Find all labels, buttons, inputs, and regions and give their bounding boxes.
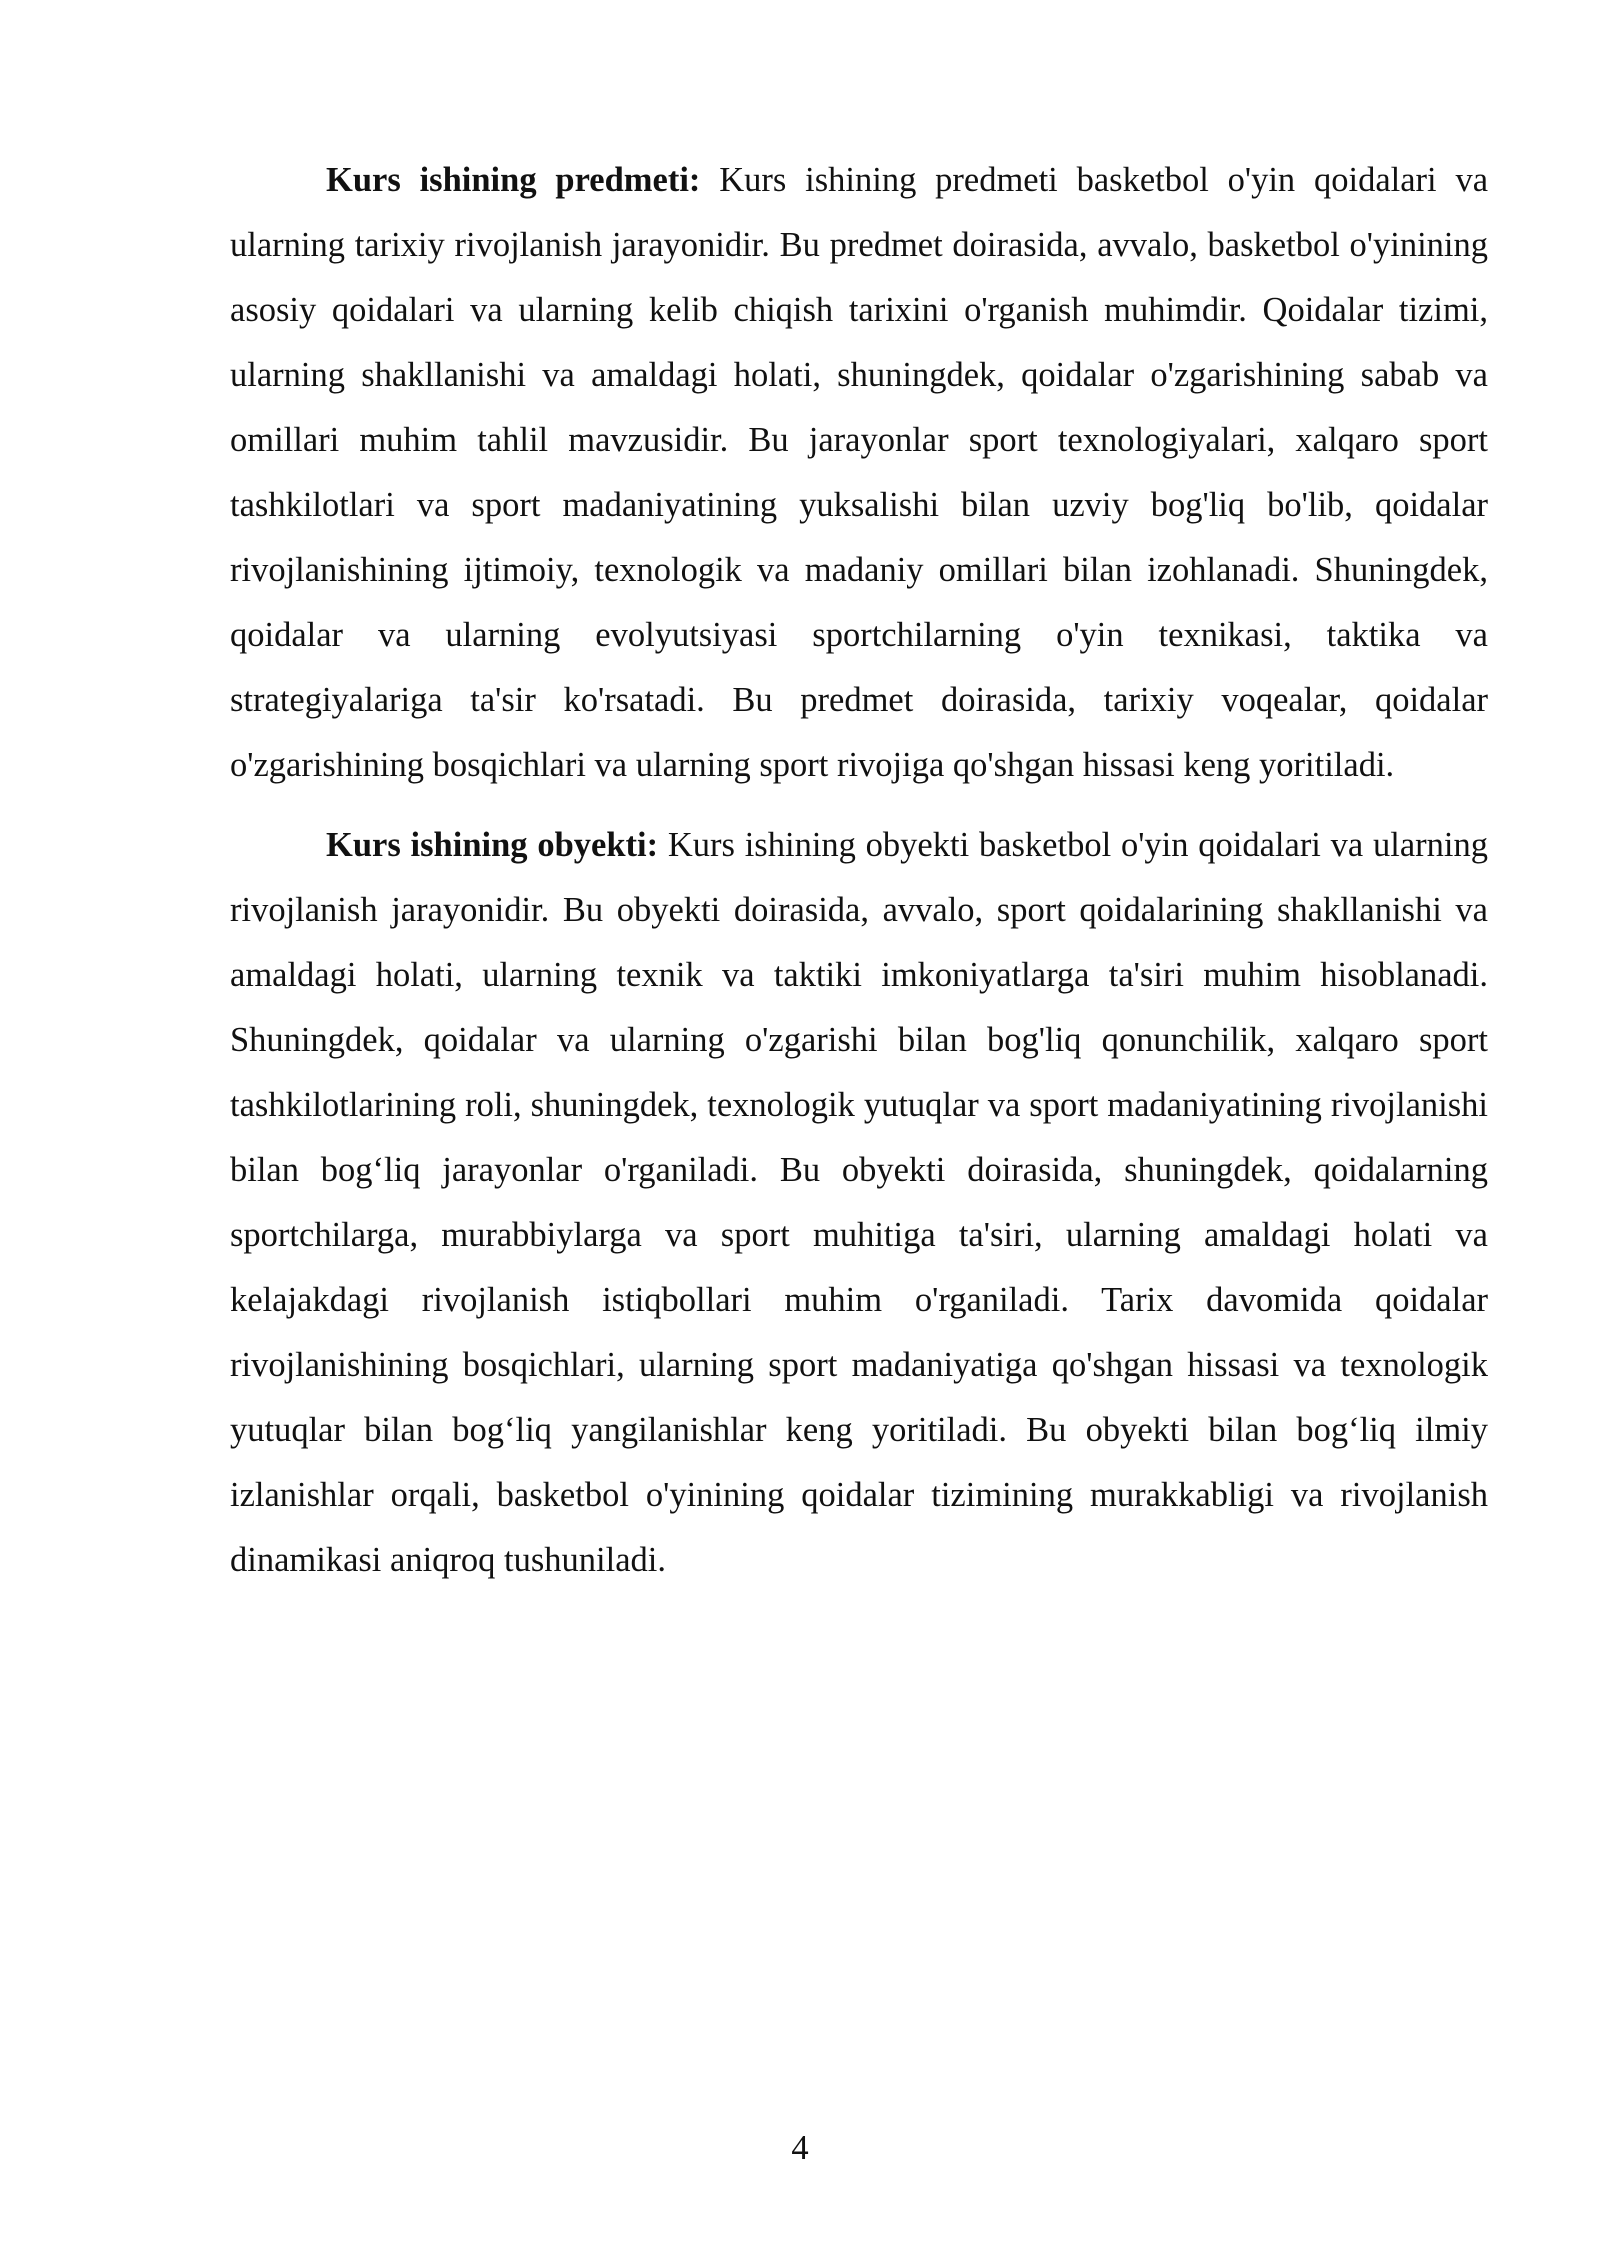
paragraph-obyekti [230,813,1488,1593]
document-body [230,148,1488,1608]
paragraph-heading-predmeti: Kurs ishining predmeti: [326,161,701,199]
paragraph-heading-obyekti: Kurs ishining obyekti: [326,826,659,864]
paragraph-text-obyekti: Kurs ishining obyekti basketbol o'yin qoidalari va ularning rivojlanish jarayonidir. Bu obyekti doirasida, avvalo, sport qoidalarining shakllanishi va amaldagi holati, ularning texnik va taktiki imkoniyatlarga ta'siri muhim hisoblanadi. Shuningdek, qoidalar va ularning o'zgarishi bilan bog'liq qonunchilik, xalqaro sport tashkilotlarining roli, shuningdek, texnologik yutuqlar va sport madaniyatining rivojlanishi bilan bog‘liq jarayonlar o'rganiladi. Bu obyekti doirasida, shuningdek, qoidalarning sportchilarga, murabbiylarga va sport muhitiga ta'siri, ularning amaldagi holati va kelajakdagi rivojlanish istiqbollari muhim o'rganiladi. Tarix davomida qoidalar rivojlanishining bosqichlari, ularning sport madaniyatiga qo'shgan hissasi va texnologik yutuqlar bilan bog‘liq yangilanishlar keng yoritiladi. Bu obyekti bilan bog‘liq ilmiy izlanishlar orqali, basketbol o'yinining qoidalar tizimining murakkabligi va rivojlanish dinamikasi aniqroq tushuniladi. [230,826,1488,1579]
page-number: 4 [791,2129,809,2167]
paragraph-text-predmeti: Kurs ishining predmeti basketbol o'yin qoidalari va ularning tarixiy rivojlanish jarayonidir. Bu predmet doirasida, avvalo, basketbol o'yinining asosiy qoidalari va ularning kelib chiqish tarixini o'rganish muhimdir. Qoidalar tizimi, ularning shakllanishi va amaldagi holati, shuningdek, qoidalar o'zgarishining sabab va omillari muhim tahlil mavzusidir. Bu jarayonlar sport texnologiyalari, xalqaro sport tashkilotlari va sport madaniyatining yuksalishi bilan uzviy bog'liq bo'lib, qoidalar rivojlanishining ijtimoiy, texnologik va madaniy omillari bilan izohlanadi. Shuningdek, qoidalar va ularning evolyutsiyasi sportchilarning o'yin texnikasi, taktika va strategiyalariga ta'sir ko'rsatadi. Bu predmet doirasida, tarixiy voqealar, qoidalar o'zgarishining bosqichlari va ularning sport rivojiga qo'shgan hissasi keng yoritiladi. [230,161,1489,784]
paragraph-predmeti [230,148,1488,798]
